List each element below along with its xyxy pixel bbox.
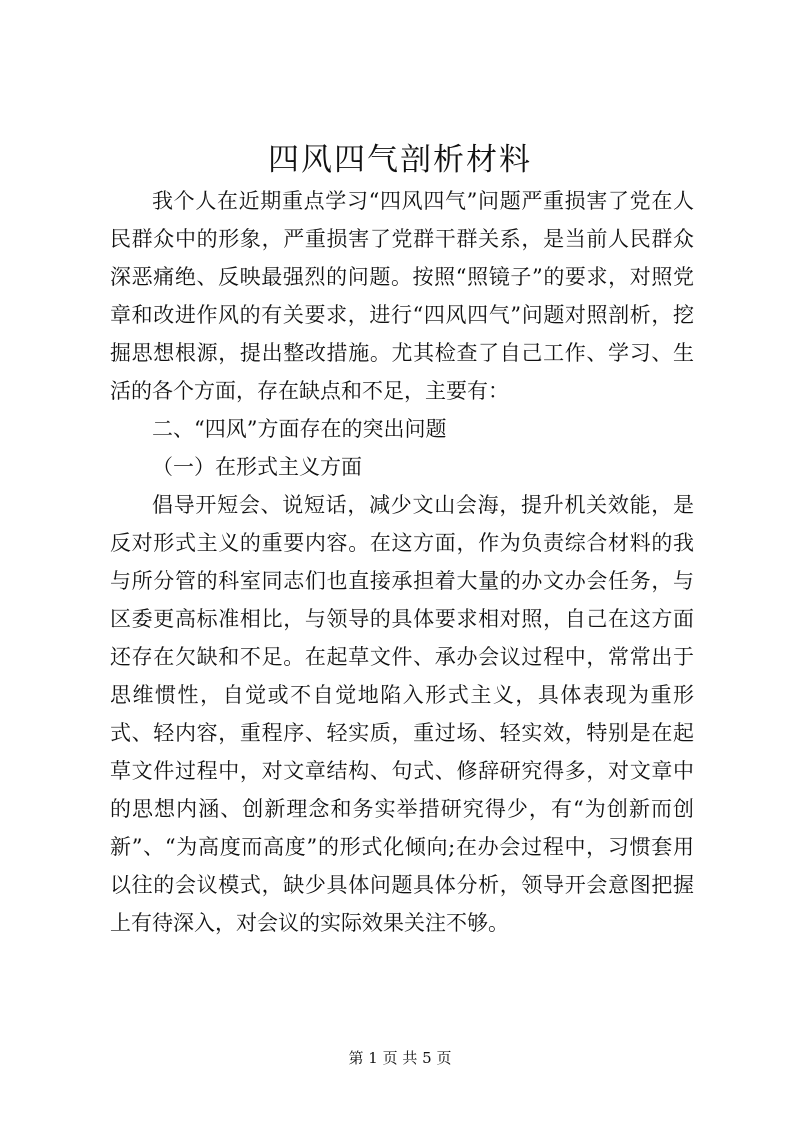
- paragraph-intro: 我个人在近期重点学习“四风四气”问题严重损害了党在人民群众中的形象，严重损害了党群干群关系，是当前人民群众深恶痛绝、反映最强烈的问题。按照“照镜子”的要求，对照党章和改进作风的有关要求，进行“四风四气”问题对照剖析，挖掘思想根源，提出整改措施。尤其检查了自己工作、学习、生活的各个方面，存在缺点和不足，主要有：: [110, 189, 694, 403]
- paragraph-formalism: 倡导开短会、说短话，减少文山会海，提升机关效能，是反对形式主义的重要内容。在这方面，作为负责综合材料的我与所分管的科室同志们也直接承担着大量的办文办会任务，与区委更高标准相比，与领导的具体要求相对照，自己在这方面还存在欠缺和不足。在起草文件、承办会议过程中，常常出于思维惯性，自觉或不自觉地陷入形式主义，具体表现为重形式、轻内容，重程序、轻实质，重过场、轻实效，特别是在起草文件过程中，对文章结构、句式、修辞研究得多，对文章中的思想内涵、创新理念和务实举措研究得少，有“为创新而创新”、“为高度而高度”的形式化倾向;在办会过程中，习惯套用以往的会议模式，缺少具体问题具体分析，领导开会意图把握上有待深入，对会议的实际效果关注不够。: [110, 493, 694, 935]
- subsection-heading: （一）在形式主义方面: [152, 455, 362, 479]
- document-body: [110, 182, 694, 942]
- document-title: 四风四气剖析材料: [268, 142, 532, 178]
- page-number-footer: 第 1 页 共 5 页: [348, 1049, 452, 1067]
- section-heading: 二、“四风”方面存在的突出问题: [152, 417, 447, 441]
